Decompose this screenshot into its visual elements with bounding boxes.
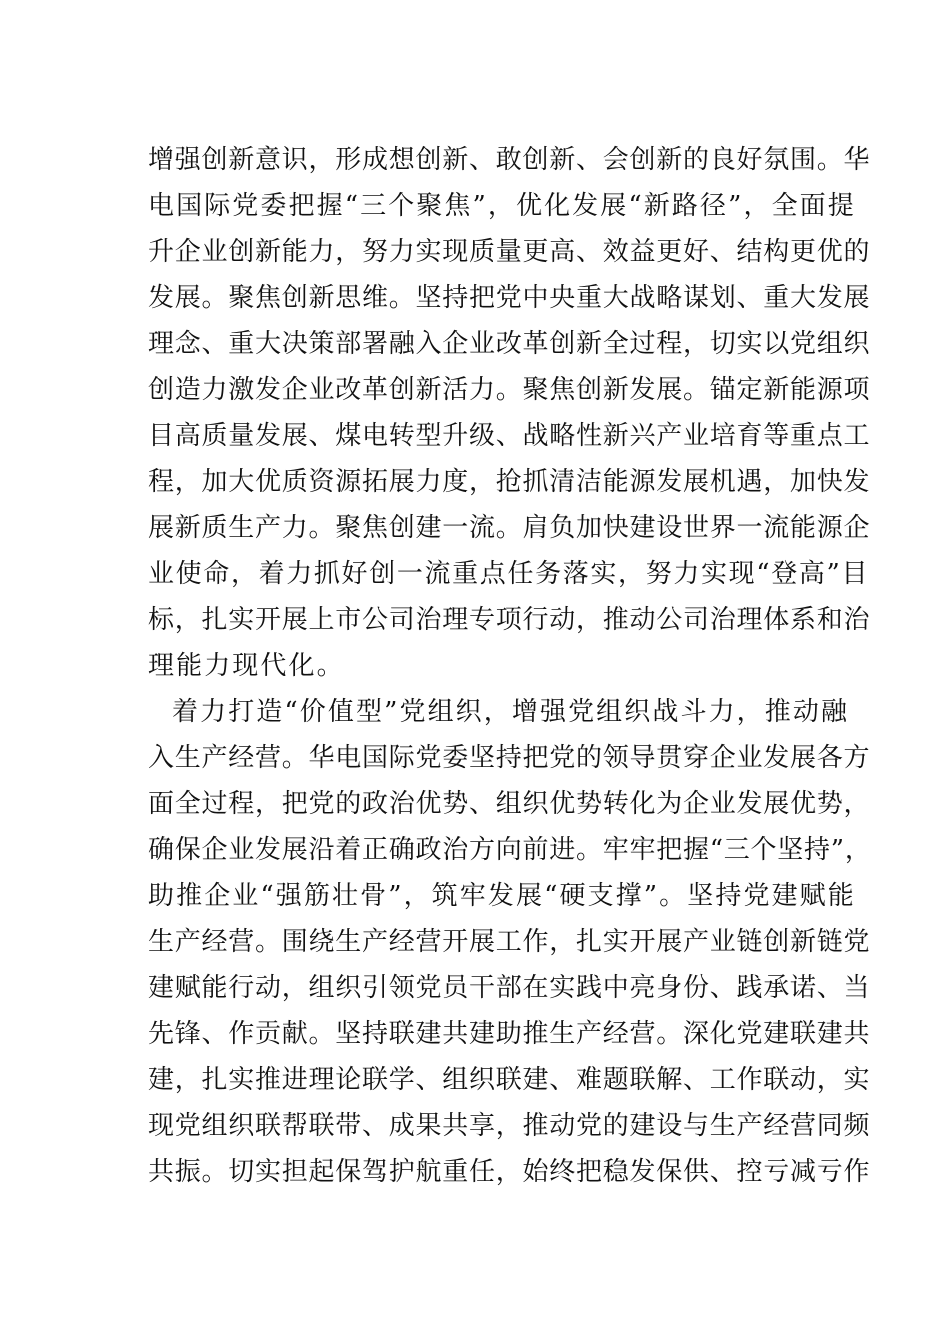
text-line: 创造力激发企业改革创新活力。聚焦创新发展。锚定新能源项 (148, 375, 871, 405)
text-line: 理能力现代化。 (148, 651, 345, 681)
text-line: 建赋能行动，组织引领党员干部在实践中亮身份、践承诺、当 (148, 973, 871, 1003)
text-line: 建，扎实推进理论联学、组织联建、难题联解、工作联动，实 (148, 1065, 871, 1095)
text-line: 生产经营。围绕生产经营开展工作，扎实开展产业链创新链党 (148, 927, 871, 957)
text-line: 入生产经营。华电国际党委坚持把党的领导贯穿企业发展各方 (148, 743, 871, 773)
text-line: 目高质量发展、煤电转型升级、战略性新兴产业培育等重点工 (148, 421, 871, 451)
text-line: 程，加大优质资源拓展力度，抢抓清洁能源发展机遇，加快发 (148, 467, 871, 497)
text-line: 业使命，着力抓好创一流重点任务落实，努力实现“登高”目 (148, 559, 870, 589)
text-line: 共振。切实担起保驾护航重任，始终把稳发保供、控亏减亏作 (148, 1157, 871, 1187)
text-line: 升企业创新能力，努力实现质量更高、效益更好、结构更优的 (148, 237, 871, 267)
text-line: 助推企业“强筋壮骨”，筑牢发展“硬支撑”。坚持党建赋能 (148, 881, 856, 911)
text-line: 发展。聚焦创新思维。坚持把党中央重大战略谋划、重大发展 (148, 283, 871, 313)
paragraph-first-line: 着力打造“价值型”党组织，增强党组织战斗力，推动融 (172, 697, 850, 727)
text-line: 展新质生产力。聚焦创建一流。肩负加快建设世界一流能源企 (148, 513, 871, 543)
text-line: 电国际党委把握“三个聚焦”，优化发展“新路径”，全面提 (148, 191, 856, 221)
text-line: 面全过程，把党的政治优势、组织优势转化为企业发展优势， (148, 789, 871, 819)
text-line: 标，扎实开展上市公司治理专项行动，推动公司治理体系和治 (148, 605, 871, 635)
text-line: 现党组织联帮联带、成果共享，推动党的建设与生产经营同频 (148, 1111, 871, 1141)
text-line: 确保企业发展沿着正确政治方向前进。牢牢把握“三个坚持”， (148, 835, 872, 865)
text-line: 先锋、作贡献。坚持联建共建助推生产经营。深化党建联建共 (148, 1019, 871, 1049)
text-line: 理念、重大决策部署融入企业改革创新全过程，切实以党组织 (148, 329, 871, 359)
text-line: 增强创新意识，形成想创新、敢创新、会创新的良好氛围。华 (148, 145, 871, 175)
